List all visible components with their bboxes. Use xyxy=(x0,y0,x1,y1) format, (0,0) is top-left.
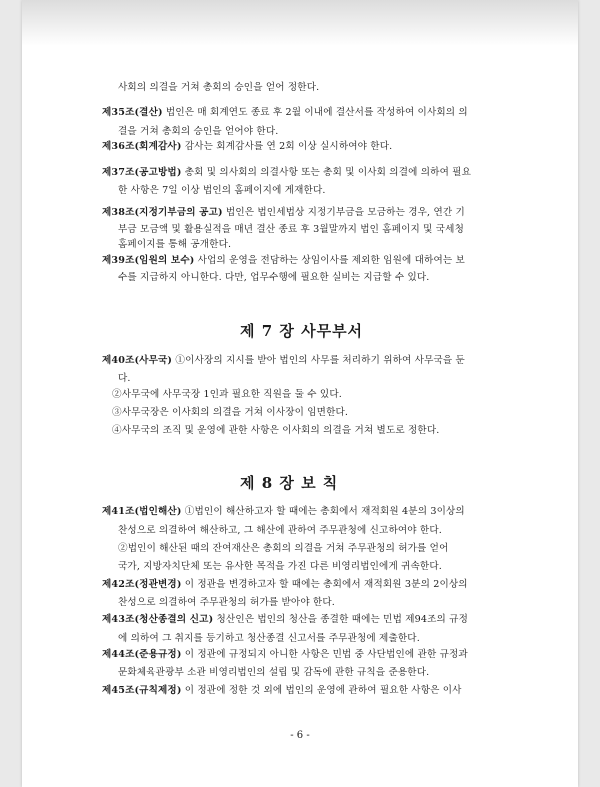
chapter-8-heading: 제 8 장 보 칙 xyxy=(240,474,339,492)
document-page xyxy=(22,0,578,787)
text-line: 문화체육관광부 소관 비영리법인의 설립 및 감독에 관한 규칙을 준용한다. xyxy=(118,667,430,678)
article-43: 제43조(청산종결의 신고) 청산인은 법인의 청산을 종결한 때에는 민법 제94조의 규정 xyxy=(102,614,468,625)
text-line: 결을 거쳐 총회의 승인을 얻어야 한다. xyxy=(118,126,279,137)
text-line: 사회의 의결을 거쳐 총회의 승인을 얻어 정한다. xyxy=(118,82,320,93)
article-44: 제44조(준용규정) 이 정관에 규정되지 아니한 사항은 민법 중 사단법인에 관한 규정과 xyxy=(102,649,468,660)
text-line: 수를 지급하지 아니한다. 다만, 업무수행에 필요한 실비는 지급할 수 있다. xyxy=(118,272,430,283)
article-45: 제45조(규칙제정) 이 정관에 정한 것 외에 법인의 운영에 관하여 필요한 사항은 이사 xyxy=(102,685,462,696)
article-title: 제40조(사무국) xyxy=(102,355,173,366)
article-40: 제40조(사무국) ①이사장의 지시를 받아 법인의 사무를 처리하기 위하여 사무국을 둔 xyxy=(102,355,465,366)
text-line: 다. xyxy=(118,373,131,384)
article-37: 제37조(공고방법) 총회 및 의사회의 의결사항 또는 총회 및 이사회 의결에 의하여 필요 xyxy=(102,167,472,178)
article-title: 제38조(지정기부금의 공고) xyxy=(102,207,223,218)
text-line: ④사무국의 조직 및 운영에 관한 사항은 이사회의 의결을 거쳐 별도로 정한다. xyxy=(112,425,440,436)
text-line: 국가, 지방자치단체 또는 유사한 목적을 가진 다른 비영리법인에게 귀속한다. xyxy=(118,561,442,572)
article-39: 제39조(임원의 보수) 사업의 운영을 전담하는 상임이사를 제외한 임원에 대하여는 보 xyxy=(102,255,465,266)
article-title: 제35조(결산) xyxy=(102,107,163,118)
article-title: 제42조(정관변경) xyxy=(102,579,182,590)
article-42: 제42조(정관변경) 이 정관을 변경하고자 할 때에는 총회에서 재적회원 3분의 2이상의 xyxy=(102,579,468,590)
chapter-7-heading: 제 7 장 사무부서 xyxy=(240,322,364,340)
page-number: - 6 - xyxy=(290,730,310,741)
text-line: ②사무국에 사무국장 1인과 필요한 직원을 둘 수 있다. xyxy=(112,389,342,400)
text-line: 홈페이지를 통해 공개한다. xyxy=(118,239,232,250)
text-line: 찬성으로 의결하여 해산하고, 그 해산에 관하여 주무관청에 신고하여야 한다. xyxy=(118,525,442,536)
article-title: 제43조(청산종결의 신고) xyxy=(102,614,214,625)
page-top-shadow xyxy=(22,0,578,46)
article-41: 제41조(법인해산) ①법인이 해산하고자 할 때에는 총회에서 재적회원 4분의 3이상의 xyxy=(102,506,465,517)
article-35: 제35조(결산) 법인은 매 회계연도 종료 후 2월 이내에 결산서를 작성하여 이사회의 의 xyxy=(102,107,468,118)
article-title: 제37조(공고방법) xyxy=(102,167,182,178)
article-36: 제36조(회계감사) 감사는 회계감사를 연 2회 이상 실시하여야 한다. xyxy=(102,141,393,152)
article-title: 제39조(임원의 보수) xyxy=(102,255,195,266)
article-title: 제45조(규칙제정) xyxy=(102,685,182,696)
text-line: ③사무국장은 이사회의 의결을 거쳐 이사장이 임면한다. xyxy=(112,407,349,418)
article-title: 제44조(준용규정) xyxy=(102,649,182,660)
article-title: 제41조(법인해산) xyxy=(102,506,182,517)
text-line: 에 의하여 그 취지를 등기하고 청산종결 신고서를 주무관청에 제출한다. xyxy=(118,633,420,644)
article-38: 제38조(지정기부금의 공고) 법인은 법인세법상 지정기부금을 모금하는 경우, 연간 기 xyxy=(102,207,465,218)
text-line: ②법인이 해산된 때의 잔여재산은 총회의 의결을 거쳐 주무관청의 허가를 얻어 xyxy=(118,543,449,554)
text-line: 찬성으로 의결하여 주무관청의 허가를 받아야 한다. xyxy=(118,597,335,608)
text-line: 한 사항은 7일 이상 법인의 홈페이지에 게재한다. xyxy=(118,185,326,196)
text-line: 부금 모금액 및 활용실적을 매년 결산 종료 후 3월말까지 법인 홈페이지 및 국세청 xyxy=(118,224,465,235)
article-title: 제36조(회계감사) xyxy=(102,141,182,152)
